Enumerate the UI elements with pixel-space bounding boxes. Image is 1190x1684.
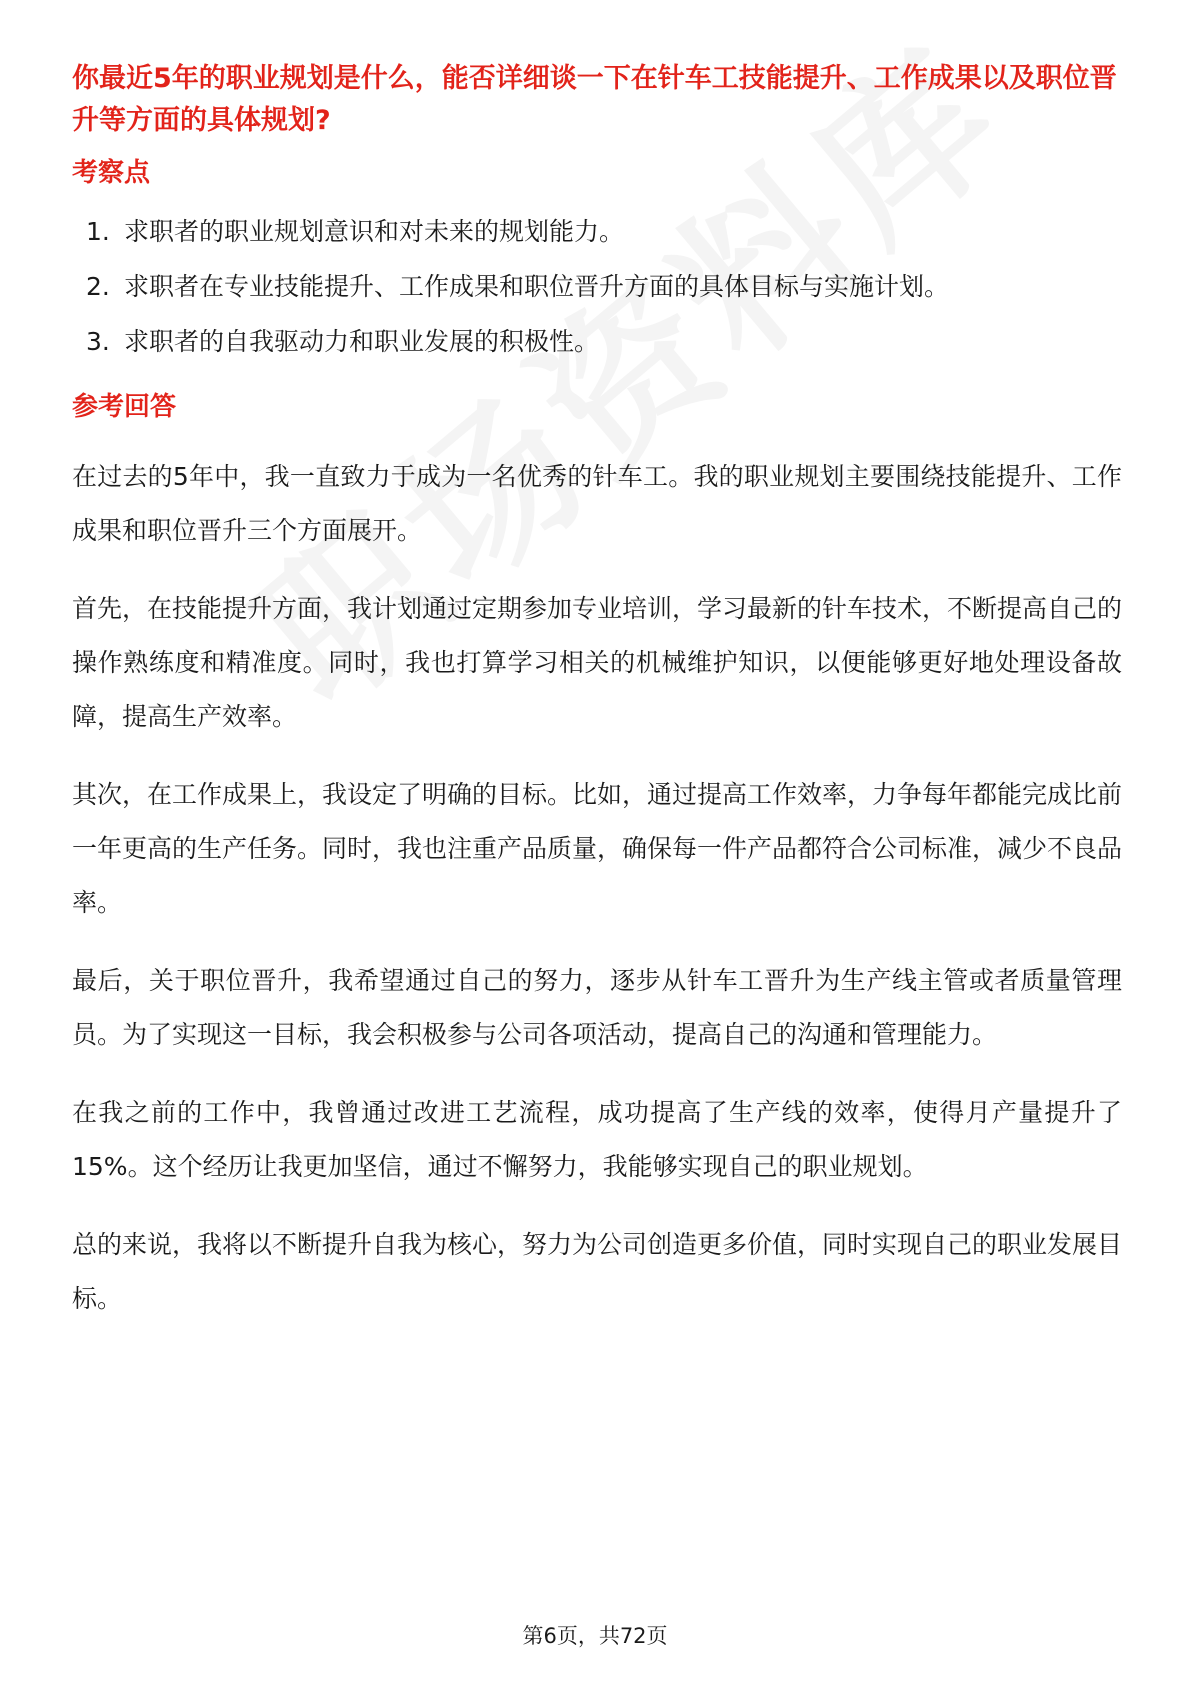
list-item-number: 3. [86, 327, 110, 356]
key-points-list [72, 214, 1122, 360]
list-item [72, 214, 1122, 250]
answer-paragraph: 在我之前的工作中，我曾通过改进工艺流程，成功提高了生产线的效率，使得月产量提升了15%。这个经历让我更加坚信，通过不懈努力，我能够实现自己的职业规划。 [72, 1098, 1122, 1181]
answer-paragraph: 在过去的5年中，我一直致力于成为一名优秀的针车工。我的职业规划主要围绕技能提升、工作成果和职位晋升三个方面展开。 [72, 462, 1122, 545]
list-item-text: 求职者在专业技能提升、工作成果和职位晋升方面的具体目标与实施计划。 [124, 272, 950, 301]
answer-paragraph: 总的来说，我将以不断提升自我为核心，努力为公司创造更多价值，同时实现自己的职业发展目标。 [72, 1230, 1123, 1313]
list-item-text: 求职者的职业规划意识和对未来的规划能力。 [124, 217, 625, 246]
list-item [72, 324, 1122, 360]
page-content [72, 58, 1122, 1326]
answer-paragraph: 首先，在技能提升方面，我计划通过定期参加专业培训，学习最新的针车技术，不断提高自己的操作熟练度和精准度。同时，我也打算学习相关的机械维护知识，以便能够更好地处理设备故障，提高生产效率。 [72, 594, 1123, 731]
list-item-number: 1. [86, 217, 110, 246]
list-item-text: 求职者的自我驱动力和职业发展的积极性。 [124, 327, 600, 356]
reference-answer-title: 参考回答 [72, 392, 177, 422]
page-number-footer: 第6页，共72页 [522, 1624, 668, 1648]
key-points-title: 考察点 [72, 158, 151, 188]
question-heading: 你最近5年的职业规划是什么，能否详细谈一下在针车工技能提升、工作成果以及职位晋升等方面的具体规划? [72, 63, 1117, 136]
answer-paragraph: 其次，在工作成果上，我设定了明确的目标。比如，通过提高工作效率，力争每年都能完成比前一年更高的生产任务。同时，我也注重产品质量，确保每一件产品都符合公司标准，减少不良品率。 [72, 780, 1123, 917]
list-item [72, 269, 1122, 305]
answer-paragraph: 最后，关于职位晋升，我希望通过自己的努力，逐步从针车工晋升为生产线主管或者质量管理员。为了实现这一目标，我会积极参与公司各项活动，提高自己的沟通和管理能力。 [72, 966, 1122, 1049]
list-item-number: 2. [86, 272, 110, 301]
